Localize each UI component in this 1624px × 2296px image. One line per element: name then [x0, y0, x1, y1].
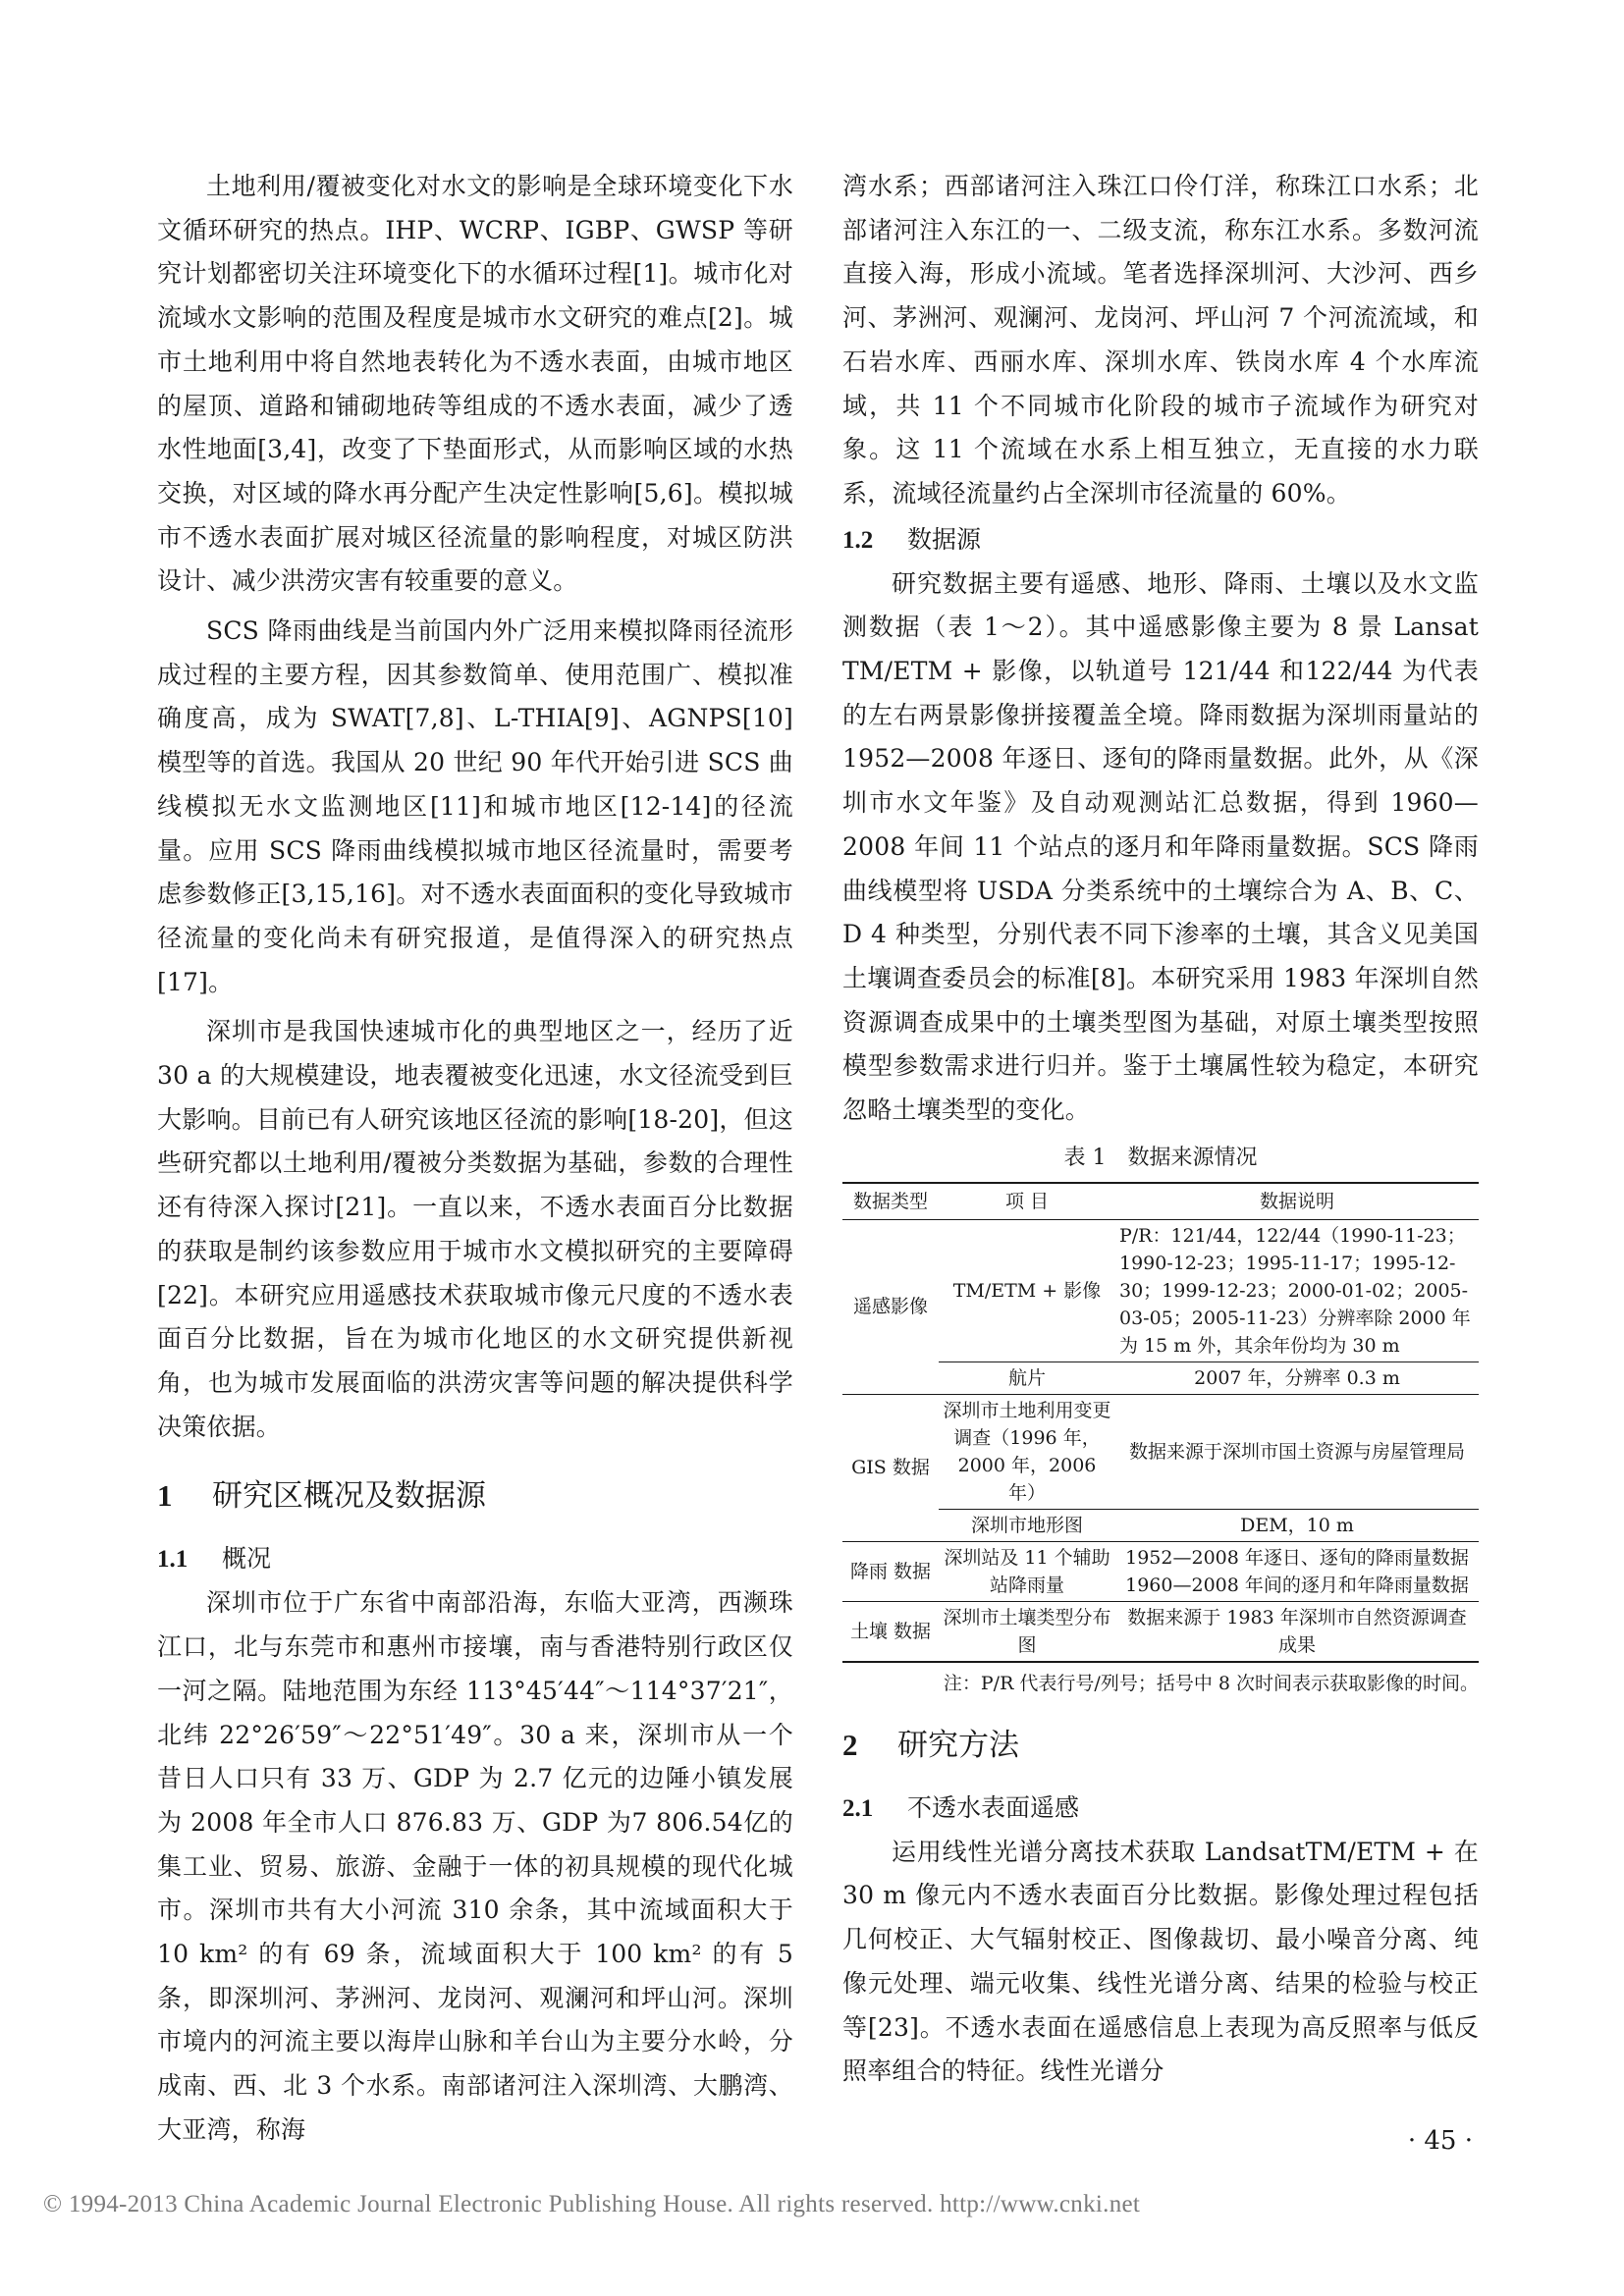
subsection-title: 概况: [222, 1544, 272, 1574]
subsection-title: 不透水表面遥感: [907, 1792, 1080, 1822]
table-cell: DEM，10 m: [1115, 1509, 1479, 1541]
table-row: [842, 1362, 1479, 1394]
table-cell: TM/ETM + 影像: [952, 1279, 1102, 1302]
section-heading-1: [157, 1474, 793, 1518]
section-heading-2: [842, 1724, 1479, 1767]
table-cell: 1952—2008 年逐日、逐旬的降雨量数据 1960—2008 年间的逐月和年降雨量数据: [1115, 1541, 1479, 1601]
paragraph-intro-2: SCS 降雨曲线是当前国内外广泛用来模拟降雨径流形成过程的主要方程，因其参数简单、使用范围广、模拟准确度高，成为 SWAT[7,8]、L-THIA[9]、AGNPS[10] 模型等的首选。我国从 20 世纪 90 年代开始引进 SCS 曲线模拟无水文监测地区[11]和城市地区[12-14]的径流量。应用 SCS 降雨曲线模拟城市地区径流量时，需要考虑参数修正[3,15,16]。对不透水表面面积的变化导致城市径流量的变化尚未有研究报道，是值得深入的研究热点[17]。: [157, 616, 793, 996]
table-cell: P/R：121/44，122/44（1990-11-23；1990-12-23；1995-11-17；1995-12-30；1999-12-23；2000-01-02；2005-03-05；2005-11-23）分辨率除 2000 年为 15 m 外，其余年份均为 30 m: [1119, 1224, 1471, 1357]
section-title: 研究方法: [897, 1727, 1019, 1763]
table-row: [842, 1601, 1479, 1662]
page-number: · 45 ·: [1407, 2126, 1473, 2156]
table-cell: 数据来源于深圳市国土资源与房屋管理局: [1115, 1394, 1479, 1509]
paragraph-data-source: 研究数据主要有遥感、地形、降雨、土壤以及水文监测数据（表 1～2）。其中遥感影像主要为 8 景 Lansat TM/ETM + 影像，以轨道号 121/44 和122/44 为代表的左右两景影像拼接覆盖全境。降雨数据为深圳雨量站的 1952—2008 年逐日、逐旬的降雨量数据。此外，从《深圳市水文年鉴》及自动观测站汇总数据，得到 1960—2008 年间 11 个站点的逐月和年降雨量数据。SCS 降雨曲线模型将 USDA 分类系统中的土壤综合为 A、B、C、D 4 种类型，分别代表不同下渗率的土壤，其含义见美国土壤调查委员会的标准[8]。本研究采用 1983 年深圳自然资源调查成果中的土壤类型图为基础，对原土壤类型按照模型参数需求进行归并。鉴于土壤属性较为稳定，本研究忽略土壤类型的变化。: [842, 568, 1479, 1125]
paragraph-overview: 深圳市位于广东省中南部沿海，东临大亚湾，西濒珠江口，北与东莞市和惠州市接壤，南与香港特别行政区仅一河之隔。陆地范围为东经 113°45′44″～114°37′21″，北纬 22°26′59″～22°51′49″。30 a 来，深圳市从一个昔日人口只有 33 万、GDP 为 2.7 亿元的边陲小镇发展为 2008 年全市人口 876.83 万、GDP 为7 806.54亿的集工业、贸易、旅游、金融于一体的初具规模的现代化城市。深圳市共有大小河流 310 余条，其中流域面积大于 10 km² 的有 69 条，流域面积大于 100 km² 的有 5 条，即深圳河、茅洲河、龙岗河、观澜河和坪山河。深圳市境内的河流主要以海岸山脉和羊台山为主要分水岭，分成南、西、北 3 个水系。南部诸河注入深圳湾、大鹏湾、大亚湾，称海: [157, 1588, 793, 2144]
table-cell: 降雨 数据: [842, 1541, 939, 1601]
subsection-number: 1.1: [157, 1546, 189, 1574]
table-row: [842, 1394, 1479, 1509]
subsection-heading-1-1: [157, 1537, 793, 1581]
right-column: [842, 165, 1479, 2094]
copyright-footer: © 1994-2013 China Academic Journal Electronic Publishing House. All rights reserved. http://www.cnki.net: [43, 2191, 1141, 2217]
subsection-heading-1-2: [842, 518, 1479, 562]
paragraph-methods: 运用线性光谱分离技术获取 LandsatTM/ETM + 在 30 m 像元内不透水表面百分比数据。影像处理过程包括几何校正、大气辐射校正、图像裁切、最小噪音分离、纯像元处理、端元收集、线性光谱分离、结果的检验与校正等[23]。不透水表面在遥感信息上表现为高反照率与低反照率组合的特征。线性光谱分: [842, 1837, 1479, 2086]
table-note: 注：P/R 代表行号/列号；括号中 8 次时间表示获取影像的时间。: [943, 1672, 1479, 1694]
paragraph-intro-3: 深圳市是我国快速城市化的典型地区之一，经历了近 30 a 的大规模建设，地表覆被变化迅速，水文径流受到巨大影响。目前已有人研究该地区径流的影响[18-20]，但这些研究都以土地利用/覆被分类数据为基础，参数的合理性还有待深入探讨[21]。一直以来，不透水表面百分比数据的获取是制约该参数应用于城市水文模拟研究的主要障碍[22]。本研究应用遥感技术获取城市像元尺度的不透水表面百分比数据，旨在为城市化地区的水文研究提供新视角，也为城市发展面临的洪涝灾害等问题的解决提供科学决策依据。: [157, 1017, 793, 1441]
table-row: [842, 1509, 1479, 1541]
table-header-row: [842, 1183, 1479, 1220]
section-number: 1: [157, 1478, 173, 1514]
table-row: [842, 1541, 1479, 1601]
subsection-number: 1.2: [842, 526, 874, 554]
table-cell: 深圳市土地利用变更调查（1996 年，2000 年，2006 年）: [939, 1394, 1115, 1509]
table-header-cell: 项 目: [1004, 1190, 1050, 1212]
table-cell: GIS 数据: [842, 1394, 939, 1541]
table-cell: 遥感影像: [852, 1296, 928, 1318]
table-cell: 2007 年，分辨率 0.3 m: [1115, 1362, 1479, 1394]
table-cell: 航片: [939, 1362, 1115, 1394]
table-header-cell: 数据说明: [1259, 1190, 1334, 1212]
paragraph-overview-cont: 湾水系；西部诸河注入珠江口伶仃洋，称珠江口水系；北部诸河注入东江的一、二级支流，称东江水系。多数河流直接入海，形成小流域。笔者选择深圳河、大沙河、西乡河、茅洲河、观澜河、龙岗河、坪山河 7 个河流流域，和石岩水库、西丽水库、深圳水库、铁岗水库 4 个水库流域，共 11 个不同城市化阶段的城市子流域作为研究对象。这 11 个流域在水系上相互独立，无直接的水力联系，流域径流量约占全深圳市径流量的 60%。: [842, 172, 1479, 507]
table-cell: 深圳站及 11 个辅助站降雨量: [939, 1541, 1115, 1601]
section-title: 研究区概况及数据源: [212, 1478, 486, 1515]
table-header-cell: 数据类型: [852, 1190, 928, 1212]
left-column: [157, 165, 793, 2153]
table-cell: 深圳市土壤类型分布图: [939, 1601, 1115, 1662]
section-number: 2: [842, 1727, 858, 1762]
table-cell: 土壤 数据: [842, 1601, 939, 1662]
subsection-number: 2.1: [842, 1794, 874, 1822]
data-source-table: [842, 1182, 1479, 1663]
subsection-heading-2-1: [842, 1787, 1479, 1831]
table-caption: 表 1 数据来源情况: [1063, 1145, 1258, 1170]
table-row: [842, 1219, 1479, 1362]
paragraph-intro-1: 土地利用/覆被变化对水文的影响是全球环境变化下水文循环研究的热点。IHP、WCRP、IGBP、GWSP 等研究计划都密切关注环境变化下的水循环过程[1]。城市化对流域水文影响的范围及程度是城市水文研究的难点[2]。城市土地利用中将自然地表转化为不透水表面，由城市地区的屋顶、道路和铺砌地砖等组成的不透水表面，减少了透水性地面[3,4]，改变了下垫面形式，从而影响区域的水热交换，对区域的降水再分配产生决定性影响[5,6]。模拟城市不透水表面扩展对城区径流量的影响程度，对城区防洪设计、减少洪涝灾害有较重要的意义。: [157, 172, 793, 596]
table-cell: 深圳市地形图: [939, 1509, 1115, 1541]
table-cell: 数据来源于 1983 年深圳市自然资源调查成果: [1115, 1601, 1479, 1662]
subsection-title: 数据源: [907, 524, 982, 554]
